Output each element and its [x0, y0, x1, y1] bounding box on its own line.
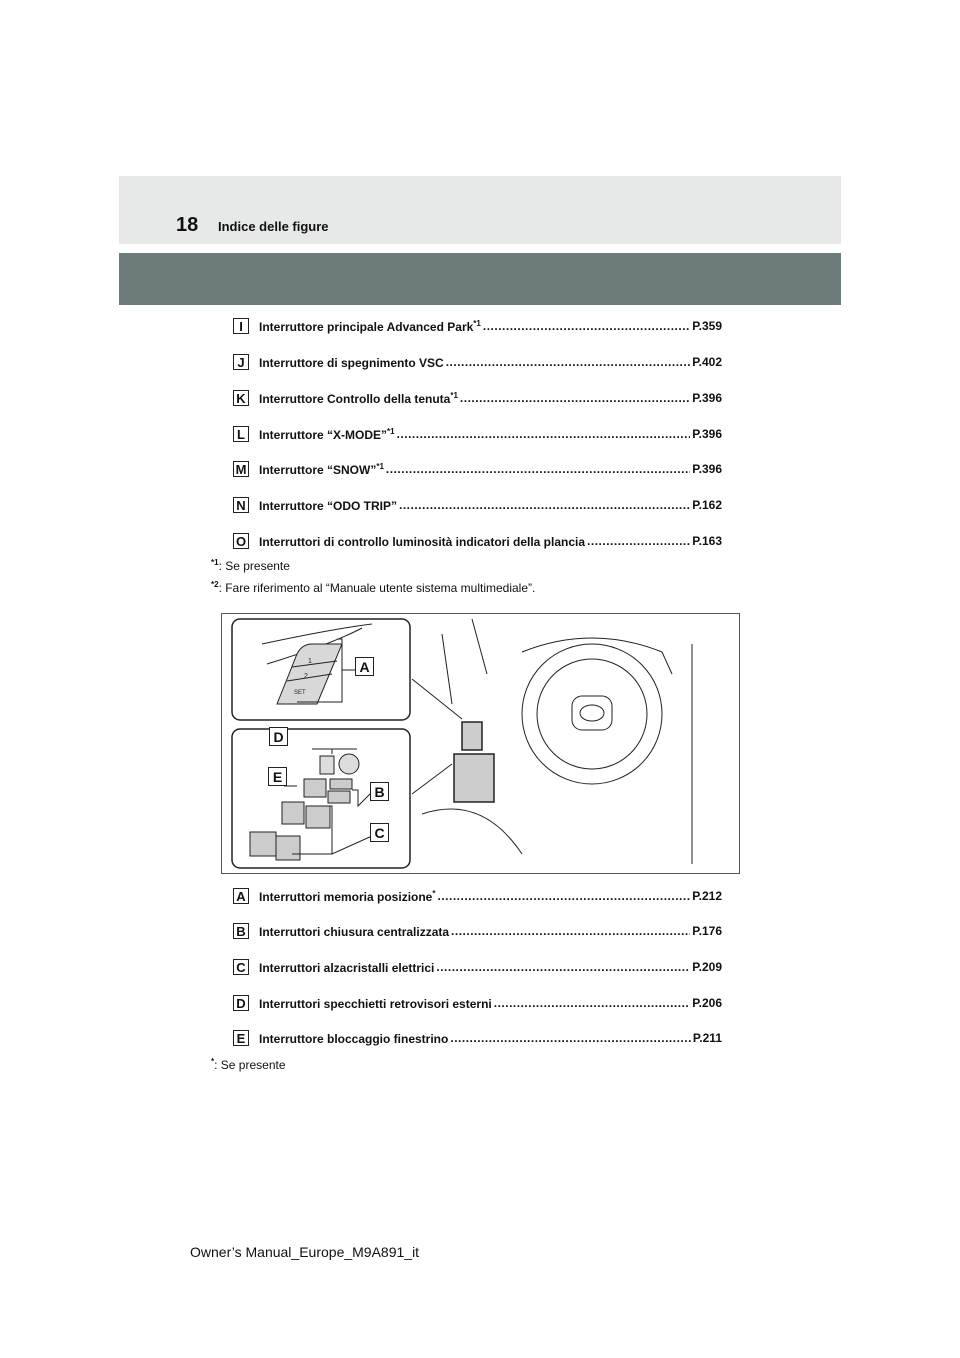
key-badge: B — [233, 923, 249, 939]
list-item — [233, 887, 722, 905]
page-reference[interactable]: P.396 — [692, 427, 722, 441]
dot-leader — [483, 319, 690, 333]
list-item — [233, 460, 722, 478]
key-badge: I — [233, 318, 249, 334]
dot-leader — [436, 960, 690, 974]
dot-leader — [587, 534, 690, 548]
item-label: Interruttore “SNOW”$^{*1}$ — [259, 461, 384, 477]
key-badge: D — [233, 995, 249, 1011]
callout-b: B — [370, 782, 389, 801]
callout-e: E — [268, 767, 287, 786]
item-label: Interruttore di spegnimento VSC — [259, 355, 444, 370]
item-label: Interruttore Controllo della tenuta$^{*1}$ — [259, 390, 458, 406]
svg-text:2: 2 — [304, 673, 308, 680]
dot-leader — [437, 889, 690, 903]
key-badge: K — [233, 390, 249, 406]
footnote-bottom: *: Se presente — [211, 1057, 286, 1072]
dot-leader — [451, 924, 690, 938]
key-badge: L — [233, 426, 249, 442]
page-reference[interactable]: P.396 — [692, 391, 722, 405]
key-badge: M — [233, 461, 249, 477]
key-badge: N — [233, 497, 249, 513]
item-label: Interruttori chiusura centralizzata — [259, 924, 450, 939]
item-label: Interruttore “ODO TRIP” — [259, 498, 398, 513]
list-item — [233, 389, 722, 407]
callout-d: D — [269, 727, 288, 746]
list-item — [233, 994, 722, 1012]
footer-text: Owner’s Manual_Europe_M9A891_it — [190, 1244, 420, 1260]
list-item — [233, 922, 722, 940]
list-item — [233, 496, 722, 514]
page-reference[interactable]: P.162 — [692, 498, 722, 512]
dot-leader — [460, 391, 690, 405]
list-item — [233, 425, 722, 443]
section-band — [119, 253, 841, 305]
item-label: Interruttori memoria posizione* — [259, 888, 436, 904]
footnote-1: $^{*1}$: Se presente — [211, 558, 290, 573]
item-label: Interruttori specchietti retrovisori esterni — [259, 996, 492, 1011]
dot-leader — [450, 1031, 690, 1045]
page-reference[interactable]: P.206 — [692, 996, 722, 1010]
callout-c: C — [370, 823, 389, 842]
item-label: Interruttori di controllo luminosità indicatori della plancia — [259, 534, 586, 549]
list-item — [233, 1029, 722, 1047]
dot-leader — [397, 427, 691, 441]
key-badge: J — [233, 354, 249, 370]
page-reference[interactable]: P.212 — [692, 889, 722, 903]
list-item — [233, 353, 722, 371]
page-reference[interactable]: P.396 — [692, 462, 722, 476]
key-badge: A — [233, 888, 249, 904]
list-item — [233, 317, 722, 335]
svg-text:1: 1 — [308, 658, 312, 665]
list-item — [233, 532, 722, 550]
page-reference[interactable]: P.176 — [692, 924, 722, 938]
page-reference[interactable]: P.209 — [692, 960, 722, 974]
dot-leader — [446, 355, 691, 369]
page-reference[interactable]: P.359 — [692, 319, 722, 333]
footnote-2: $^{*2}$: Fare riferimento al “Manuale utente sistema multimediale”. — [211, 580, 536, 595]
dot-leader — [386, 462, 690, 476]
key-badge: C — [233, 959, 249, 975]
item-label: Interruttore bloccaggio finestrino — [259, 1031, 449, 1046]
item-label: Interruttore principale Advanced Park$^{*1}$ — [259, 318, 481, 334]
dot-leader — [494, 996, 690, 1010]
dot-leader — [399, 498, 690, 512]
item-label: Interruttore “X-MODE”$^{*1}$ — [259, 426, 395, 442]
key-badge: O — [233, 533, 249, 549]
page-reference[interactable]: P.402 — [692, 355, 722, 369]
callout-a: A — [355, 657, 374, 676]
item-label: Interruttori alzacristalli elettrici — [259, 960, 435, 975]
page-number: 18 — [176, 214, 199, 236]
page-reference[interactable]: P.211 — [692, 1031, 722, 1045]
key-badge: E — [233, 1030, 249, 1046]
list-item — [233, 958, 722, 976]
page-reference[interactable]: P.163 — [692, 534, 722, 548]
svg-text:SET: SET — [294, 690, 306, 696]
switch-illustration — [221, 613, 740, 874]
section-title: Indice delle figure — [218, 219, 329, 234]
